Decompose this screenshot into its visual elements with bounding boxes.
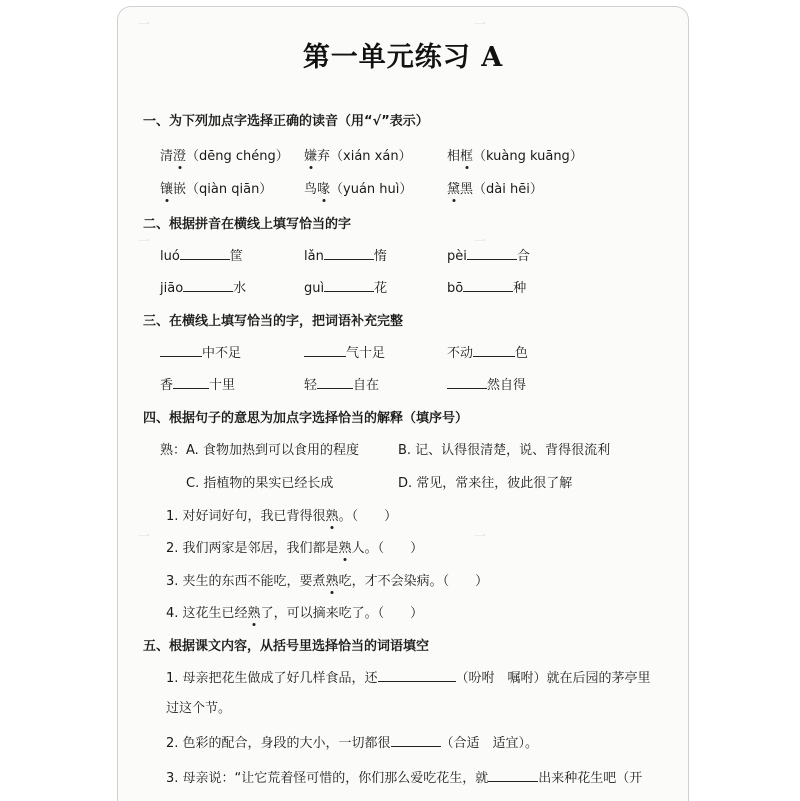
- dotted-char: 熟: [248, 602, 261, 621]
- bleed-through-text: 一 一: [138, 529, 487, 543]
- word-char: 合: [516, 249, 530, 264]
- answer-blank[interactable]: [473, 344, 515, 357]
- pinyin-item: [447, 145, 583, 164]
- idiom-prefix: 轻: [304, 378, 318, 393]
- dotted-char: 熟: [326, 505, 339, 524]
- s5-question-1: [166, 667, 651, 686]
- fill-item: [447, 277, 526, 296]
- definition-label: 熟：: [160, 443, 187, 458]
- page-title: 第一单元练习 A: [302, 42, 504, 73]
- answer-blank[interactable]: [463, 279, 513, 292]
- pinyin-item: [160, 178, 272, 197]
- answer-blank[interactable]: [160, 344, 202, 357]
- worksheet-page: [117, 6, 689, 801]
- pinyin: guì: [304, 281, 325, 296]
- answer-blank[interactable]: [378, 669, 456, 682]
- s5-question-2: [166, 732, 538, 751]
- item-post: 嵌: [173, 182, 187, 197]
- section4-heading: 四、根据句子的意思为加点字选择恰当的解释（填序号）: [143, 411, 469, 426]
- definition-row: [160, 439, 359, 458]
- fill-item: [160, 277, 246, 296]
- pinyin-options: （dēng chéng）: [186, 149, 289, 164]
- dotted-char: 框: [460, 145, 473, 164]
- answer-blank[interactable]: [324, 279, 374, 292]
- bleed-through-text: 一 一: [138, 234, 487, 248]
- question-text: 3. 夹生的东西不能吃，要煮: [166, 574, 326, 589]
- item-pre: 鸟: [304, 182, 318, 197]
- question-4: [166, 602, 423, 621]
- idiom-prefix: 香: [160, 378, 174, 393]
- pinyin-options: （yuán huì）: [330, 182, 413, 197]
- word-char: 惰: [373, 249, 387, 264]
- answer-blank[interactable]: [304, 344, 346, 357]
- word-char: 筐: [229, 249, 243, 264]
- pinyin-options: （qiàn qiān）: [186, 182, 273, 197]
- bleed-through-text: 一 一: [138, 17, 487, 31]
- question-text: 2. 色彩的配合，身段的大小，一切都很: [166, 736, 391, 751]
- definition-d: D. 常见，常来往，彼此很了解: [398, 476, 573, 491]
- pinyin-item: [447, 178, 543, 197]
- question-text: 1. 母亲把花生做成了好几样食品，还: [166, 671, 378, 686]
- s5-question-3: [166, 767, 642, 786]
- answer-parens[interactable]: 。（ ）: [338, 509, 398, 524]
- item-pre: 清: [160, 149, 174, 164]
- answer-blank[interactable]: [317, 376, 353, 389]
- section5-heading: 五、根据课文内容，从括号里选择恰当的词语填空: [143, 639, 430, 654]
- answer-blank[interactable]: [324, 247, 374, 260]
- idiom-item: [447, 374, 526, 393]
- answer-blank[interactable]: [488, 769, 538, 782]
- dotted-char: 嫌: [304, 145, 317, 164]
- pinyin-options: （dài hēi）: [473, 182, 543, 197]
- answer-blank[interactable]: [173, 376, 209, 389]
- idiom-item: [160, 342, 241, 361]
- answer-parens[interactable]: 吃，才不会染病。（ ）: [338, 574, 489, 589]
- idiom-text: 自在: [353, 378, 380, 393]
- idiom-item: [304, 374, 379, 393]
- idiom-text: 十里: [209, 378, 236, 393]
- answer-parens[interactable]: 了，可以摘来吃了。（ ）: [260, 606, 424, 621]
- section3-heading: 三、在横线上填写恰当的字，把词语补充完整: [143, 314, 404, 329]
- s5-question-1-cont: 过这个节。: [166, 701, 232, 716]
- definition-c: C. 指植物的果实已经长成: [186, 476, 334, 491]
- fill-item: [304, 245, 387, 264]
- pinyin: jiāo: [160, 281, 184, 296]
- question-choices: （吩咐 嘱咐）就在后园的茅亭里: [455, 671, 651, 686]
- item-pre: 相: [447, 149, 461, 164]
- definition-b: B. 记、认得很清楚，说、背得很流利: [398, 443, 611, 458]
- question-1: [166, 505, 397, 524]
- dotted-char: 喙: [317, 178, 330, 197]
- answer-blank[interactable]: [447, 376, 487, 389]
- definition-a: A. 食物加热到可以食用的程度: [186, 443, 359, 458]
- question-text: 出来种花生吧（开: [538, 771, 643, 786]
- question-text: 4. 这花生已经: [166, 606, 248, 621]
- word-char: 种: [513, 281, 527, 296]
- pinyin-options: （kuàng kuāng）: [473, 149, 583, 164]
- idiom-text: 然自得: [487, 378, 527, 393]
- idiom-prefix: 不动: [447, 346, 474, 361]
- answer-blank[interactable]: [391, 734, 441, 747]
- dotted-char: 黛: [447, 178, 460, 197]
- item-post: 黑: [460, 182, 474, 197]
- question-choices: （合适 适宜）。: [440, 736, 539, 751]
- answer-blank[interactable]: [467, 247, 517, 260]
- item-post: 弃: [317, 149, 331, 164]
- pinyin: bō: [447, 281, 464, 296]
- fill-item: [160, 245, 243, 264]
- dotted-char: 熟: [339, 537, 352, 556]
- pinyin: pèi: [447, 249, 467, 264]
- idiom-text: 中不足: [202, 346, 242, 361]
- word-char: 花: [374, 281, 388, 296]
- pinyin-item: [304, 178, 412, 197]
- question-3: [166, 570, 488, 589]
- pinyin-item: [304, 145, 412, 164]
- pinyin: luó: [160, 249, 180, 264]
- dotted-char: 澄: [173, 145, 186, 164]
- idiom-item: [160, 374, 235, 393]
- answer-blank[interactable]: [180, 247, 230, 260]
- section1-heading: 一、为下列加点字选择正确的读音（用“√”表示）: [143, 114, 429, 129]
- section2-heading: 二、根据拼音在横线上填写恰当的字: [143, 217, 352, 232]
- pinyin: lǎn: [304, 249, 324, 264]
- question-text: 1. 对好词好句，我已背得很: [166, 509, 326, 524]
- question-text: 3. 母亲说：“让它荒着怪可惜的，你们那么爱吃花生，就: [166, 771, 489, 786]
- answer-parens[interactable]: 人。（ ）: [351, 541, 424, 556]
- pinyin-item: [160, 145, 289, 164]
- answer-blank[interactable]: [183, 279, 233, 292]
- fill-item: [447, 245, 530, 264]
- word-char: 水: [233, 281, 247, 296]
- question-2: [166, 537, 423, 556]
- dotted-char: 镶: [160, 178, 173, 197]
- idiom-item: [304, 342, 385, 361]
- idiom-text: 气十足: [346, 346, 386, 361]
- idiom-item: [447, 342, 528, 361]
- idiom-text: 色: [515, 346, 529, 361]
- pinyin-options: （xián xán）: [330, 149, 412, 164]
- fill-item: [304, 277, 387, 296]
- dotted-char: 熟: [326, 570, 339, 589]
- question-text: 2. 我们两家是邻居，我们都是: [166, 541, 339, 556]
